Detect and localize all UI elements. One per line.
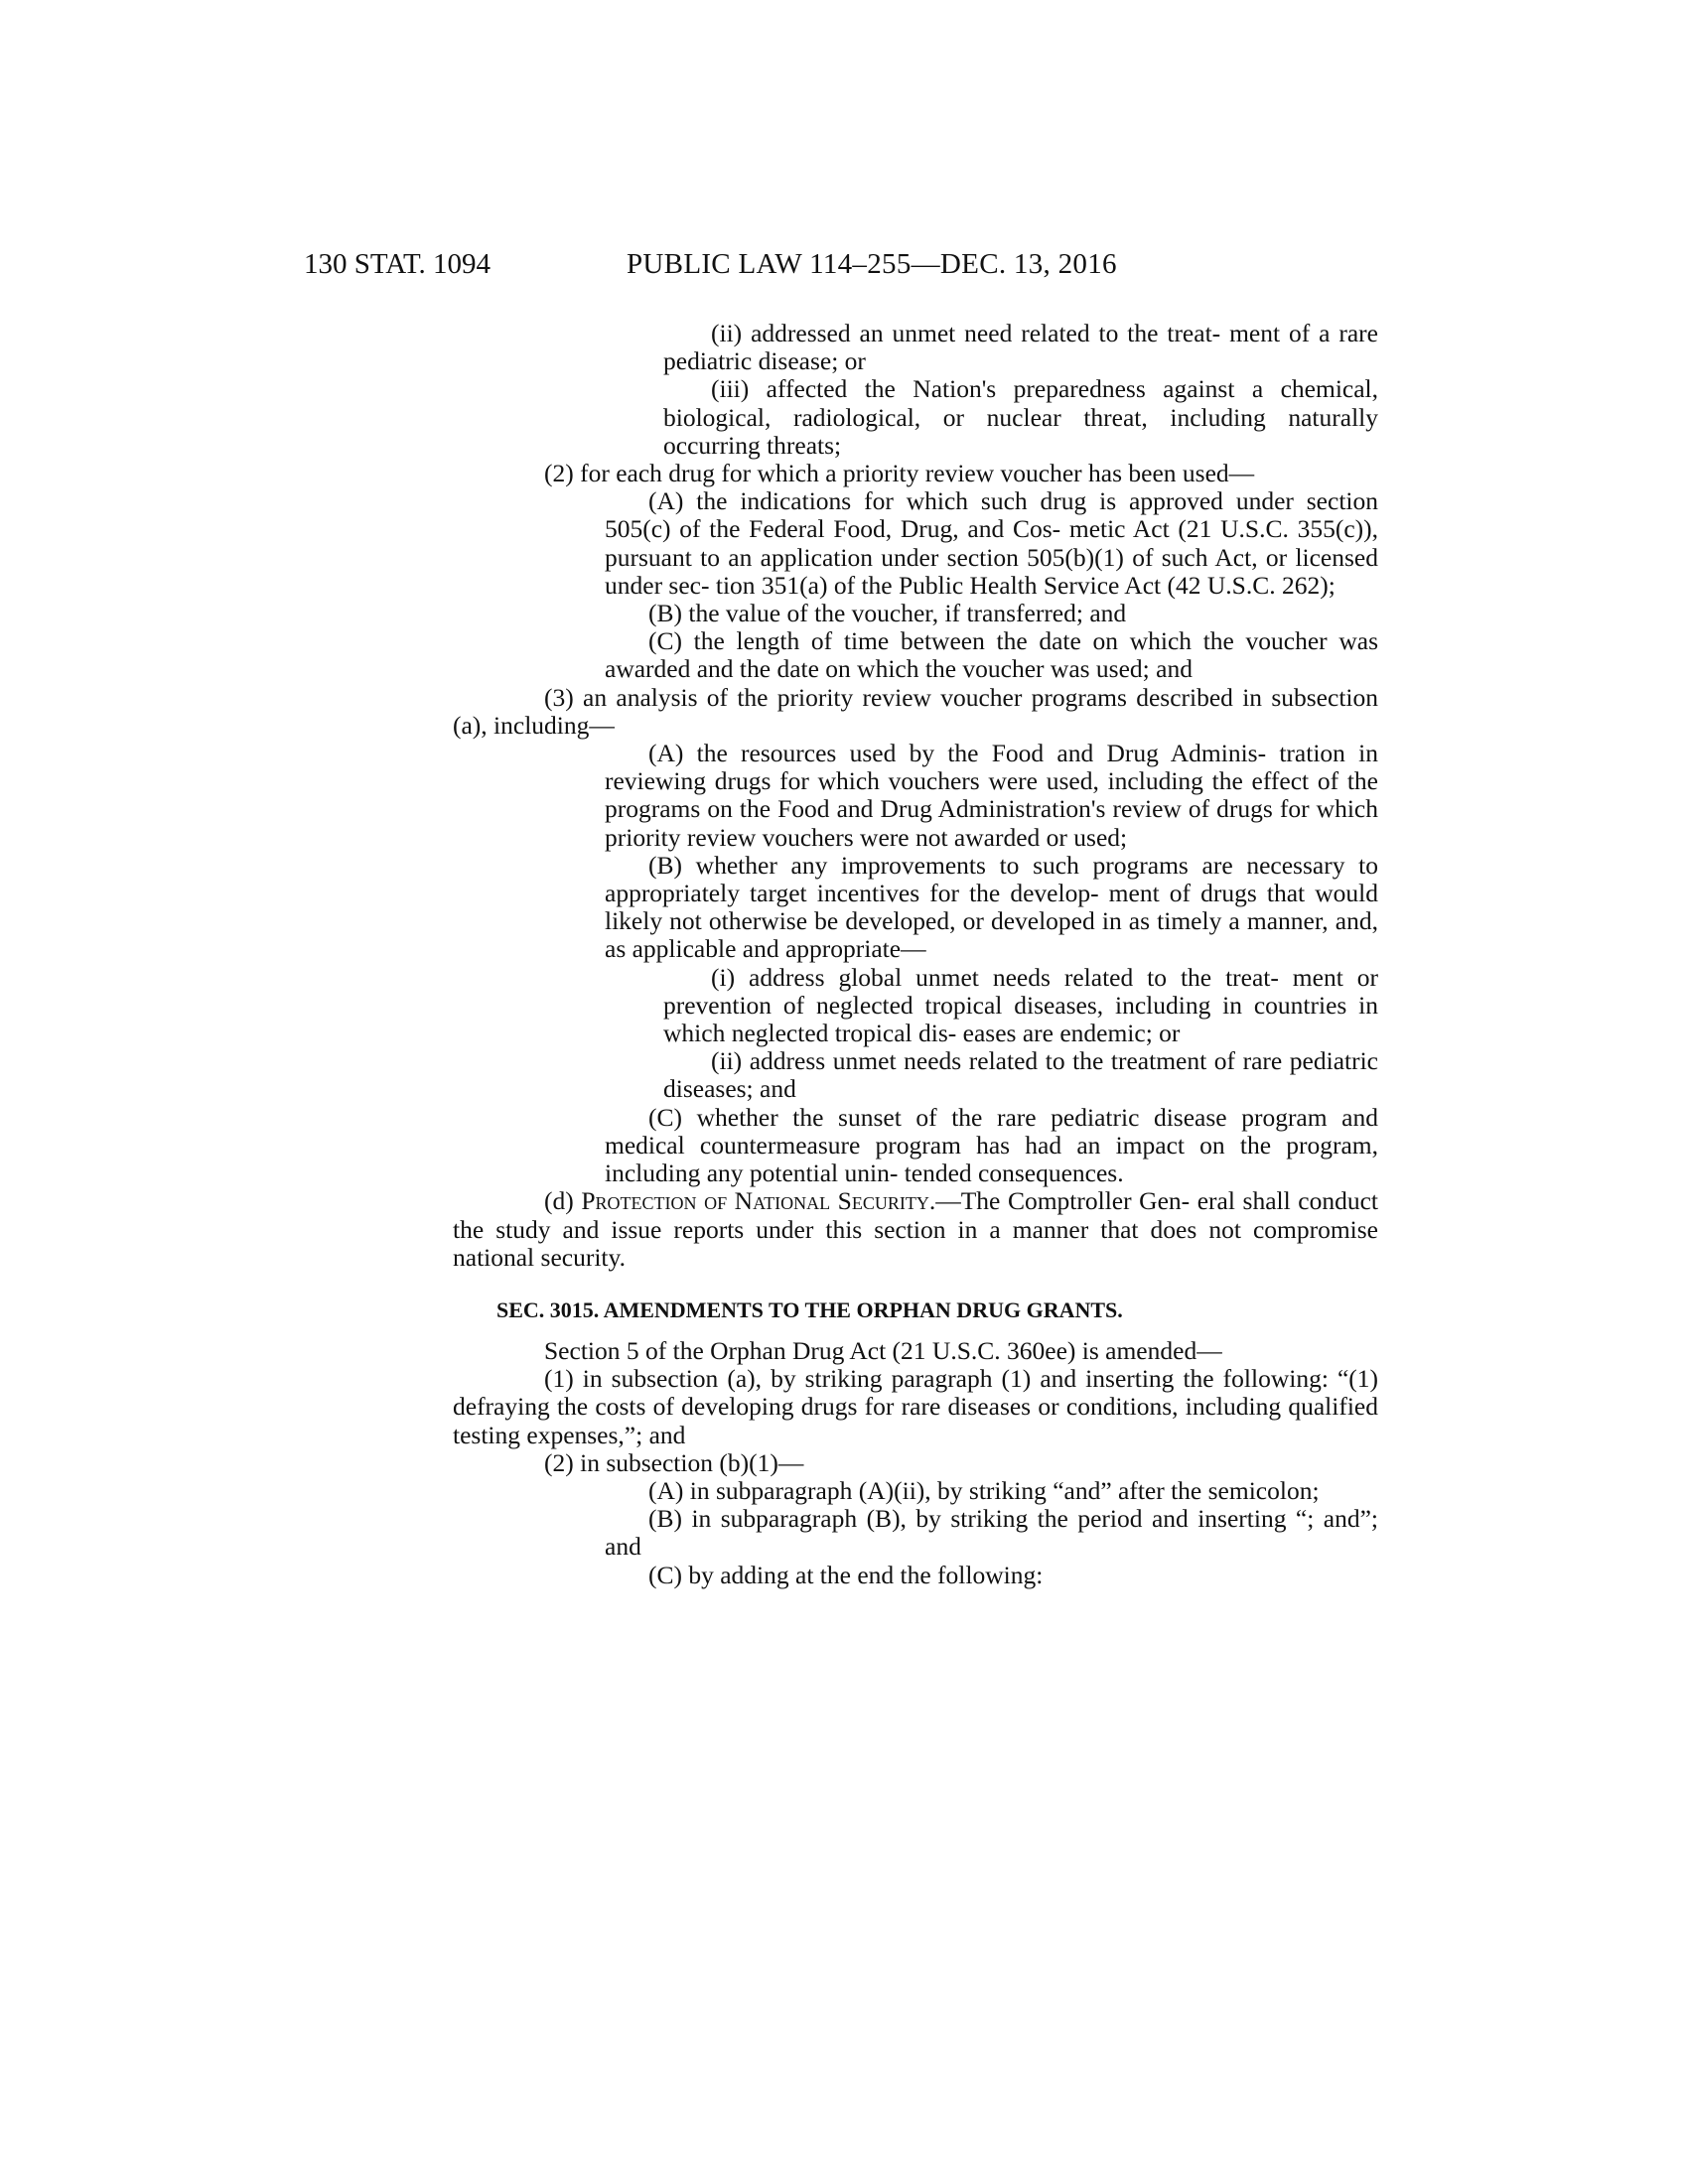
body-text [453, 319, 1378, 1589]
statute-page-reference: 130 STAT. 1094 [304, 248, 492, 280]
paragraph: (B) the value of the voucher, if transferred; and [648, 599, 1127, 628]
running-header [304, 248, 1378, 288]
paragraph: (A) in subparagraph (A)(ii), by striking “and” after the semicolon; [648, 1475, 1320, 1505]
paragraph: (C) whether the sunset of the rare pediatric disease program and medical countermeasure program has had an impact on the program, including any potential unin- tended consequences. [605, 1102, 1378, 1188]
paragraph-list [453, 319, 1378, 1188]
paragraph: (B) whether any improvements to such programs are necessary to appropriately target incentives for the develop- ment of drugs that would likely not otherwise be developed, or developed in as timely a manner, and, as applicable and appropriate— [605, 850, 1378, 964]
paragraph: (i) address global unmet needs related to the treat- ment or prevention of neglected tropical diseases, including in countries in which neglected tropical dis- eases are endemic; or [663, 962, 1378, 1048]
section-paragraph-list [453, 1335, 1378, 1589]
paragraph: (C) by adding at the end the following: [648, 1560, 1044, 1589]
paragraph: (A) the resources used by the Food and Drug Adminis- tration in reviewing drugs for which vouchers were used, including the effect of the programs on the Food and Drug Administration's review of drugs for which priority review vouchers were not awarded or used; [605, 739, 1378, 852]
paragraph: (A) the indications for which such drug is approved under section 505(c) of the Federal Food, Drug, and Cos- metic Act (21 U.S.C. 355(c)), pursuant to an application under section 505(b)(1) of such Act, or licensed under sec- tion 351(a) of the Public Health Service Act (42 U.S.C. 262); [605, 486, 1378, 600]
paragraph: (B) in subparagraph (B), by striking the period and inserting “; and”; and [605, 1504, 1378, 1562]
paragraph: Section 5 of the Orphan Drug Act (21 U.S.C. 360ee) is amended— [544, 1335, 1222, 1365]
public-law-title: PUBLIC LAW 114–255—DEC. 13, 2016 [627, 248, 1117, 280]
subsection-d-heading: Protection of National Security [581, 1186, 929, 1216]
subsection-d-text: .—The Comptroller Gen- eral shall conduct the study and issue reports under this section in a manner that does not compromise national security. [453, 1186, 1378, 1272]
paragraph: (2) in subsection (b)(1)— [544, 1447, 804, 1477]
paragraph: (ii) addressed an unmet need related to the treat- ment of a rare pediatric disease; or [663, 319, 1378, 376]
paragraph: (ii) address unmet needs related to the treatment of rare pediatric diseases; and [663, 1046, 1378, 1104]
paragraph: (1) in subsection (a), by striking paragraph (1) and inserting the following: “(1) defraying the costs of developing drugs for rare diseases or conditions, including qualified testing expenses,”; and [453, 1364, 1378, 1449]
section-heading: SEC. 3015. AMENDMENTS TO THE ORPHAN DRUG GRANTS. [496, 1297, 1123, 1322]
paragraph: (C) the length of time between the date on which the voucher was awarded and the date on which the voucher was used; and [605, 626, 1378, 684]
paragraph: (3) an analysis of the priority review voucher programs described in subsection (a), including— [453, 682, 1378, 740]
subsection-d-prefix: (d) [544, 1186, 582, 1216]
paragraph: (iii) affected the Nation's preparedness against a chemical, biological, radiological, or nuclear threat, including naturally occurring threats; [663, 374, 1378, 460]
subsection-d-paragraph [453, 1187, 1378, 1272]
paragraph: (2) for each drug for which a priority review voucher has been used— [544, 459, 1255, 488]
